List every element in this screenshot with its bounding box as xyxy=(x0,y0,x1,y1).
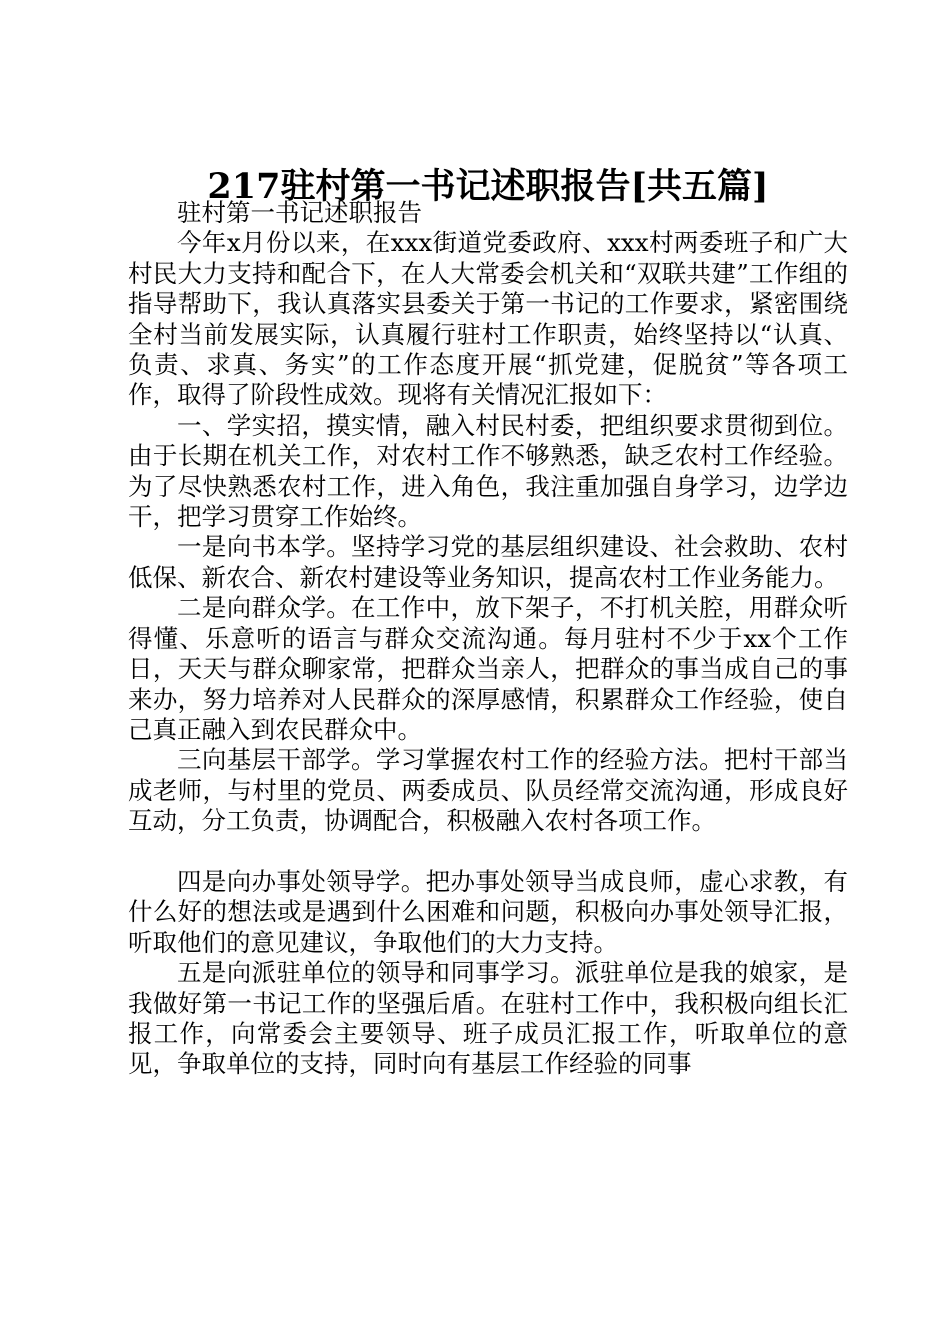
paragraph-learn-office-leaders: 四是向办事处领导学。把办事处领导当成良师，虚心求教，有什么好的想法或是遇到什么困难和问题，积极向办事处领导汇报，听取他们的意见建议，争取他们的大力支持。 xyxy=(128,866,848,957)
paragraph-learn-cadres: 三向基层干部学。学习掌握农村工作的经验方法。把村干部当成老师，与村里的党员、两委成员、队员经常交流沟通，形成良好互动，分工负责，协调配合，积极融入农村各项工作。 xyxy=(128,745,848,836)
document-body xyxy=(128,160,848,1080)
paragraph-learn-masses: 二是向群众学。在工作中，放下架子，不打机关腔，用群众听得懂、乐意听的语言与群众交流沟通。每月驻村不少于xx个工作日，天天与群众聊家常，把群众当亲人，把群众的事当成自己的事来办，努力培养对人民群众的深厚感情，积累群众工作经验，使自己真正融入到农民群众中。 xyxy=(128,593,848,744)
blank-line xyxy=(128,837,848,867)
paragraph-learn-unit: 五是向派驻单位的领导和同事学习。派驻单位是我的娘家，是我做好第一书记工作的坚强后盾。在驻村工作中，我积极向组长汇报工作，向常委会主要领导、班子成员汇报工作，听取单位的意见，争取单位的支持，同时向有基层工作经验的同事 xyxy=(128,958,848,1079)
report-subtitle: 驻村第一书记述职报告 xyxy=(177,198,422,227)
paragraph-learn-books: 一是向书本学。坚持学习党的基层组织建设、社会救助、农村低保、新农合、新农村建设等业务知识，提高农村工作业务能力。 xyxy=(128,532,848,592)
paragraph-intro: 今年x月份以来，在xxx街道党委政府、xxx村两委班子和广大村民大力支持和配合下，在人大常委会机关和“双联共建”工作组的指导帮助下，我认真落实县委关于第一书记的工作要求，紧密围绕全村当前发展实际，认真履行驻村工作职责，始终坚持以“认真、负责、求真、务实”的工作态度开展“抓党建，促脱贫”等各项工作，取得了阶段性成效。现将有关情况汇报如下： xyxy=(128,228,848,410)
document-title: 217驻村第一书记述职报告[共五篇] xyxy=(207,166,769,207)
paragraph-section-one: 一、学实招，摸实情，融入村民村委，把组织要求贯彻到位。由于长期在机关工作，对农村工作不够熟悉，缺乏农村工作经验。为了尽快熟悉农村工作，进入角色，我注重加强自身学习，边学边干，把学习贯穿工作始终。 xyxy=(128,410,848,532)
